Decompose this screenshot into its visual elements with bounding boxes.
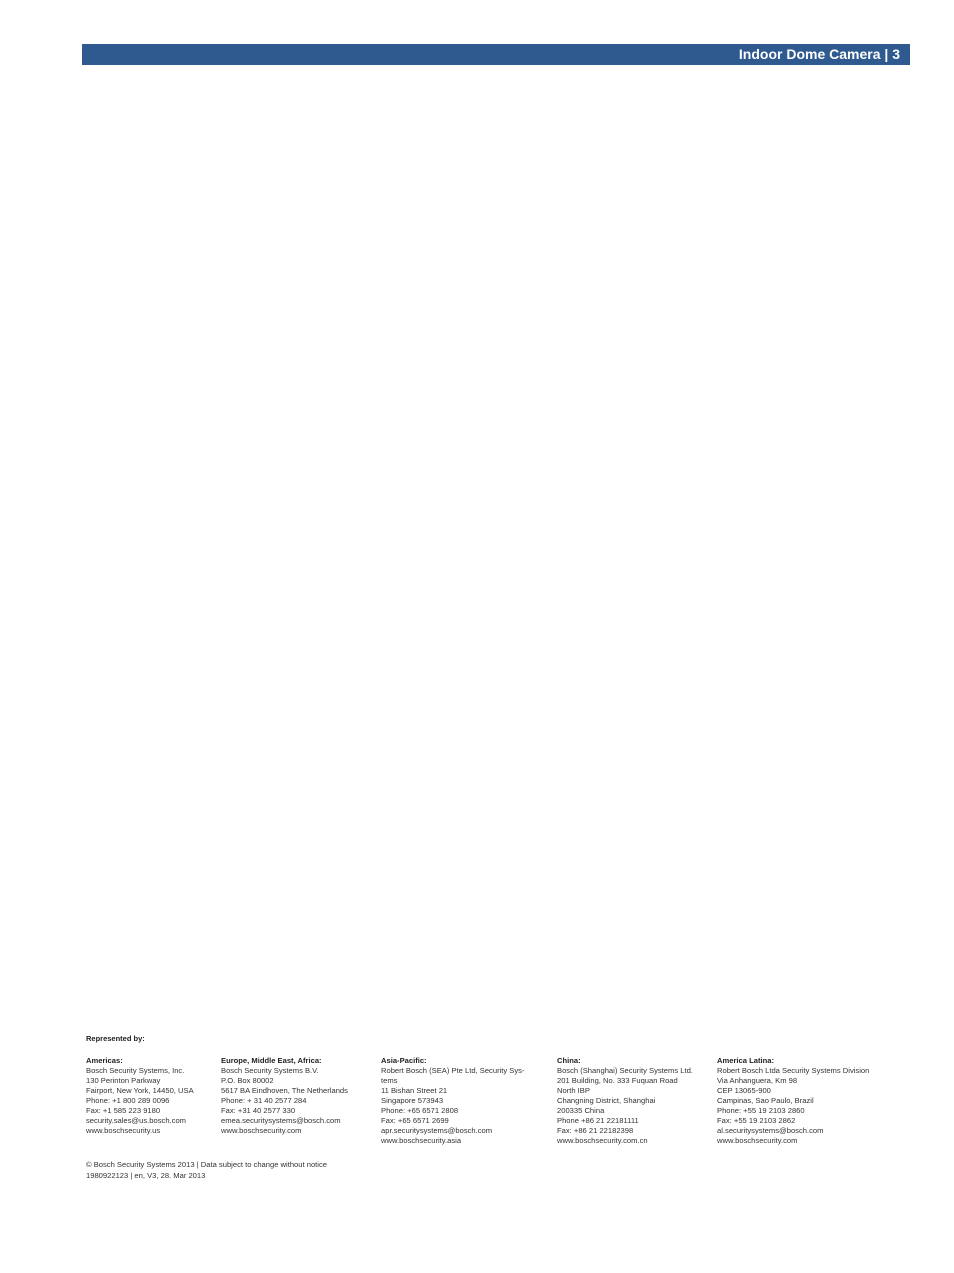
- address-line: Campinas, Sao Paulo, Brazil: [717, 1096, 814, 1105]
- company-name: Bosch Security Systems, Inc.: [86, 1066, 185, 1075]
- document-reference: 1980922123 | en, V3, 28. Mar 2013: [86, 1171, 206, 1180]
- footer: [86, 1159, 327, 1181]
- copyright-notice: © Bosch Security Systems 2013 | Data subject to change without notice: [86, 1160, 327, 1169]
- address-line: 5617 BA Eindhoven, The Netherlands: [221, 1086, 348, 1095]
- region-asia-pacific: [381, 1056, 525, 1146]
- address-line: 201 Building, No. 333 Fuquan Road: [557, 1076, 678, 1085]
- address-line: 11 Bishan Street 21: [381, 1086, 448, 1095]
- phone-line: Phone: +65 6571 2808: [381, 1106, 459, 1115]
- email-link[interactable]: emea.securitysystems@bosch.com: [221, 1116, 341, 1125]
- company-name: Bosch Security Systems B.V.: [221, 1066, 319, 1075]
- phone-line: Phone: +55 19 2103 2860: [717, 1106, 805, 1115]
- phone-line: Phone: + 31 40 2577 284: [221, 1096, 307, 1105]
- website-link[interactable]: www.boschsecurity.us: [86, 1126, 161, 1135]
- page-title: Indoor Dome Camera | 3: [738, 46, 900, 62]
- website-link[interactable]: www.boschsecurity.com: [221, 1126, 302, 1135]
- address-line: Via Anhanguera, Km 98: [717, 1076, 798, 1085]
- phone-line: Phone +86 21 22181111: [557, 1116, 639, 1125]
- company-name: tems: [381, 1076, 398, 1085]
- address-line: Fairport, New York, 14450, USA: [86, 1086, 194, 1095]
- fax-line: Fax: +65 6571 2699: [381, 1116, 449, 1125]
- email-link[interactable]: apr.securitysystems@bosch.com: [381, 1126, 493, 1135]
- address-line: Singapore 573943: [381, 1096, 444, 1105]
- region-heading: America Latina:: [717, 1056, 774, 1065]
- region-america-latina: [717, 1056, 869, 1146]
- address-line: Changning District, Shanghai: [557, 1096, 656, 1105]
- region-heading: Europe, Middle East, Africa:: [221, 1056, 322, 1065]
- email-link[interactable]: al.securitysystems@bosch.com: [717, 1126, 824, 1135]
- fax-line: Fax: +55 19 2103 2862: [717, 1116, 796, 1125]
- fax-line: Fax: +31 40 2577 330: [221, 1106, 296, 1115]
- address-line: CEP 13065-900: [717, 1086, 771, 1095]
- email-link[interactable]: security.sales@us.bosch.com: [86, 1116, 186, 1125]
- company-name: Robert Bosch (SEA) Pte Ltd, Security Sys-: [381, 1066, 525, 1075]
- region-americas: [86, 1056, 194, 1136]
- fax-line: Fax: +86 21 22182398: [557, 1126, 634, 1135]
- region-heading: China:: [557, 1056, 581, 1065]
- company-name: Robert Bosch Ltda Security Systems Division: [717, 1066, 870, 1075]
- address-line: North IBP: [557, 1086, 590, 1095]
- address-line: P.O. Box 80002: [221, 1076, 274, 1085]
- website-link[interactable]: www.boschsecurity.com.cn: [557, 1136, 648, 1145]
- region-heading: Americas:: [86, 1056, 123, 1065]
- region-china: [557, 1056, 693, 1146]
- address-line: 200335 China: [557, 1106, 605, 1115]
- website-link[interactable]: www.boschsecurity.asia: [381, 1136, 462, 1145]
- fax-line: Fax: +1 585 223 9180: [86, 1106, 161, 1115]
- header-bar: [82, 44, 910, 65]
- website-link[interactable]: www.boschsecurity.com: [717, 1136, 798, 1145]
- represented-by-label: Represented by:: [86, 1034, 145, 1043]
- region-heading: Asia-Pacific:: [381, 1056, 427, 1065]
- region-emea: [221, 1056, 348, 1136]
- phone-line: Phone: +1 800 289 0096: [86, 1096, 170, 1105]
- company-name: Bosch (Shanghai) Security Systems Ltd.: [557, 1066, 693, 1075]
- address-line: 130 Perinton Parkway: [86, 1076, 161, 1085]
